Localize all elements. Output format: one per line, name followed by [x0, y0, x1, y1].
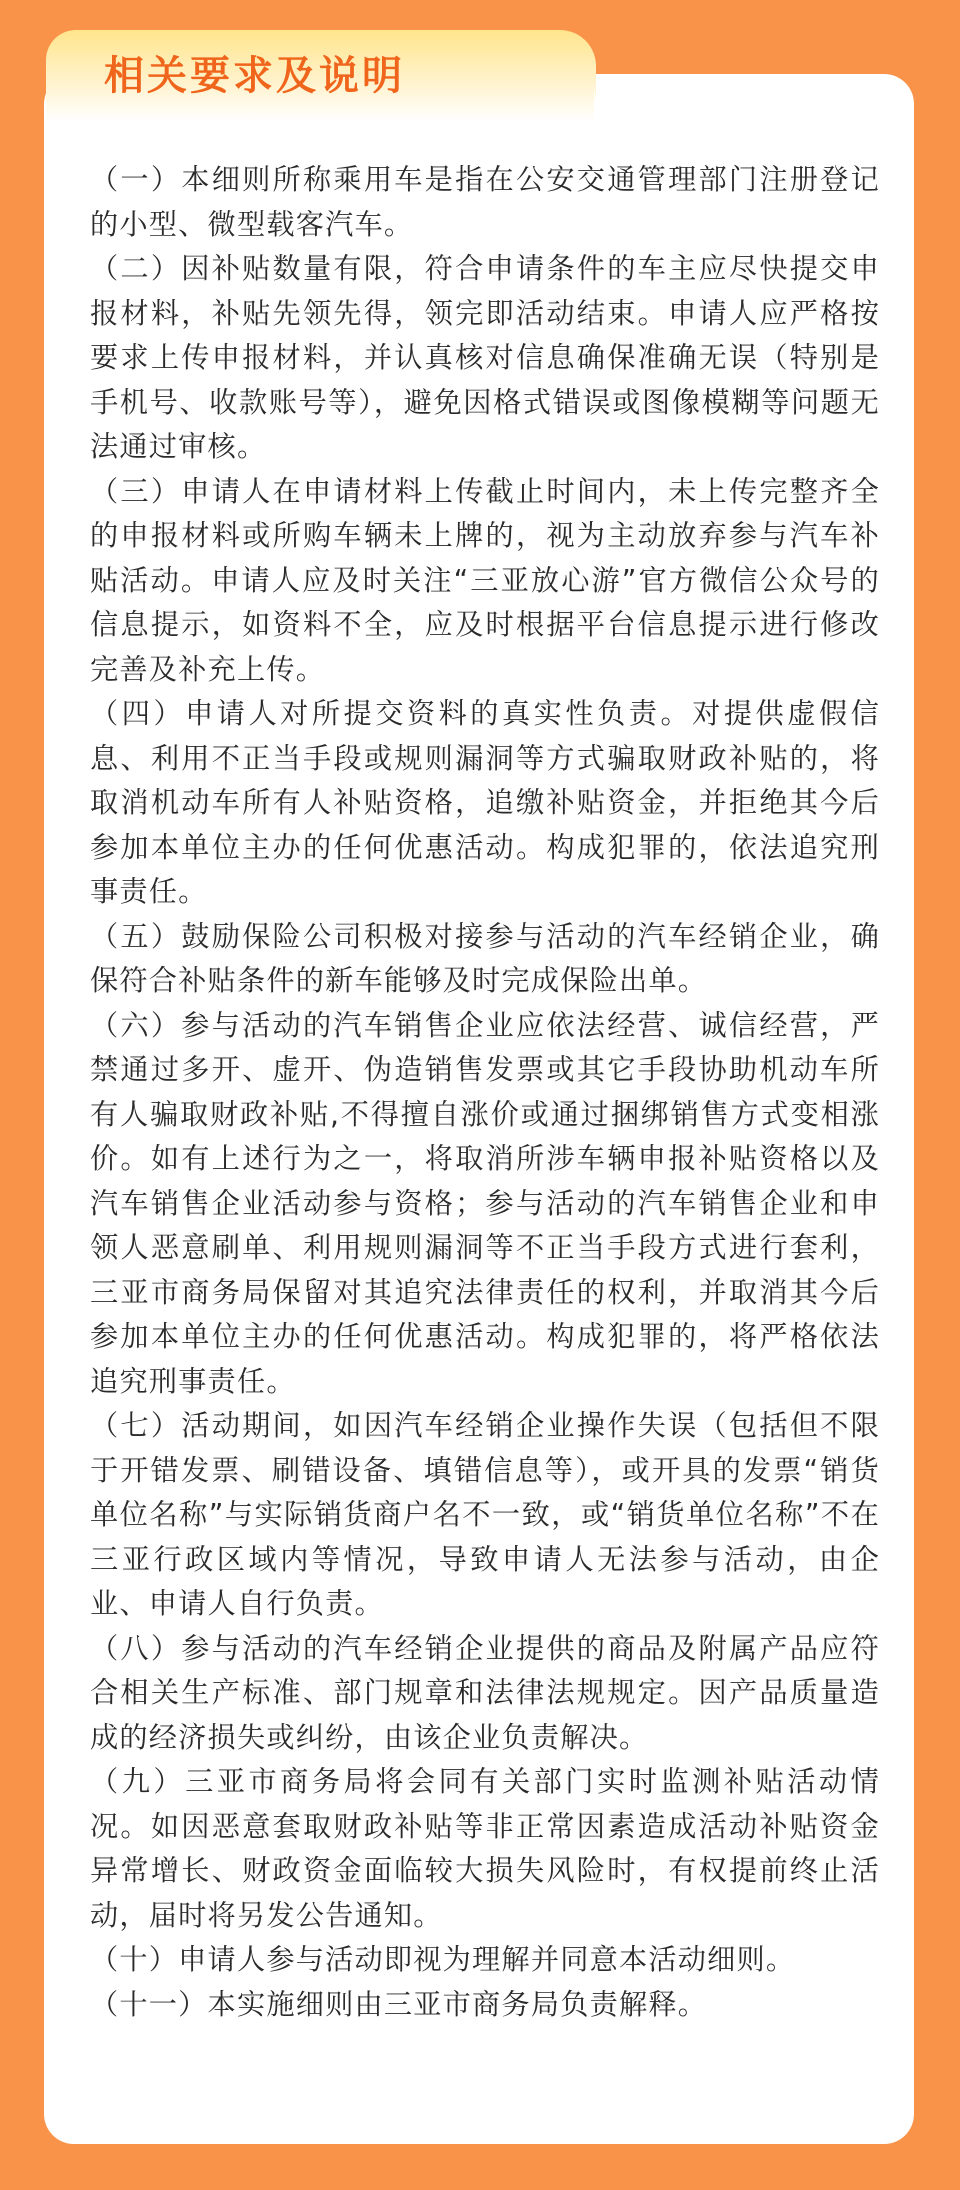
requirement-paragraph-9: （九）三亚市商务局将会同有关部门实时监测补贴活动情况。如因恶意套取财政补贴等非正常因素造成活动补贴资金异常增长、财政资金面临较大损失风险时，有权提前终止活动，届时将另发公告通知。 — [90, 1765, 880, 1932]
requirements-content — [90, 158, 880, 2027]
title-tab — [46, 30, 596, 122]
requirement-paragraph-11: （十一）本实施细则由三亚市商务局负责解释。 — [90, 1987, 708, 2021]
requirement-paragraph-4: （四）申请人对所提交资料的真实性负责。对提供虚假信息、利用不正当手段或规则漏洞等方式骗取财政补贴的，将取消机动车所有人补贴资格，追缴补贴资金，并拒绝其今后参加本单位主办的任何优惠活动。构成犯罪的，依法追究刑事责任。 — [90, 697, 880, 908]
requirement-paragraph-2: （二）因补贴数量有限，符合申请条件的车主应尽快提交申报材料，补贴先领先得，领完即活动结束。申请人应严格按要求上传申报材料，并认真核对信息确保准确无误（特别是手机号、收款账号等），避免因格式错误或图像模糊等问题无法通过审核。 — [90, 252, 880, 463]
requirement-paragraph-5: （五）鼓励保险公司积极对接参与活动的汽车经销企业，确保符合补贴条件的新车能够及时完成保险出单。 — [90, 919, 880, 997]
requirement-paragraph-10: （十）申请人参与活动即视为理解并同意本活动细则。 — [90, 1943, 796, 1976]
page-title: 相关要求及说明 — [104, 53, 405, 99]
requirement-paragraph-3: （三）申请人在申请材料上传截止时间内，未上传完整齐全的申报材料或所购车辆未上牌的，视为主动放弃参与汽车补贴活动。申请人应及时关注“三亚放心游”官方微信公众号的信息提示，如资料不全，应及时根据平台信息提示进行修改完善及补充上传。 — [90, 474, 880, 686]
requirement-paragraph-7: （七）活动期间，如因汽车经销企业操作失误（包括但不限于开错发票、刷错设备、填错信息等），或开具的发票“销货单位名称”与实际销货商户名不一致，或“销货单位名称”不在三亚行政区域内等情况，导致申请人无法参与活动，由企业、申请人自行负责。 — [90, 1409, 880, 1620]
requirement-paragraph-6: （六）参与活动的汽车销售企业应依法经营、诚信经营，严禁通过多开、虚开、伪造销售发票或其它手段协助机动车所有人骗取财政补贴,不得擅自涨价或通过捆绑销售方式变相涨价。如有上述行为之一，将取消所涉车辆申报补贴资格以及汽车销售企业活动参与资格；参与活动的汽车销售企业和申领人恶意刷单、利用规则漏洞等不正当手段方式进行套利，三亚市商务局保留对其追究法律责任的权利，并取消其今后参加本单位主办的任何优惠活动。构成犯罪的，将严格依法追究刑事责任。 — [90, 1008, 880, 1398]
requirement-paragraph-1: （一）本细则所称乘用车是指在公安交通管理部门注册登记的小型、微型载客汽车。 — [90, 163, 880, 241]
requirement-paragraph-8: （八）参与活动的汽车经销企业提供的商品及附属产品应符合相关生产标准、部门规章和法律法规规定。因产品质量造成的经济损失或纠纷，由该企业负责解决。 — [90, 1631, 880, 1754]
